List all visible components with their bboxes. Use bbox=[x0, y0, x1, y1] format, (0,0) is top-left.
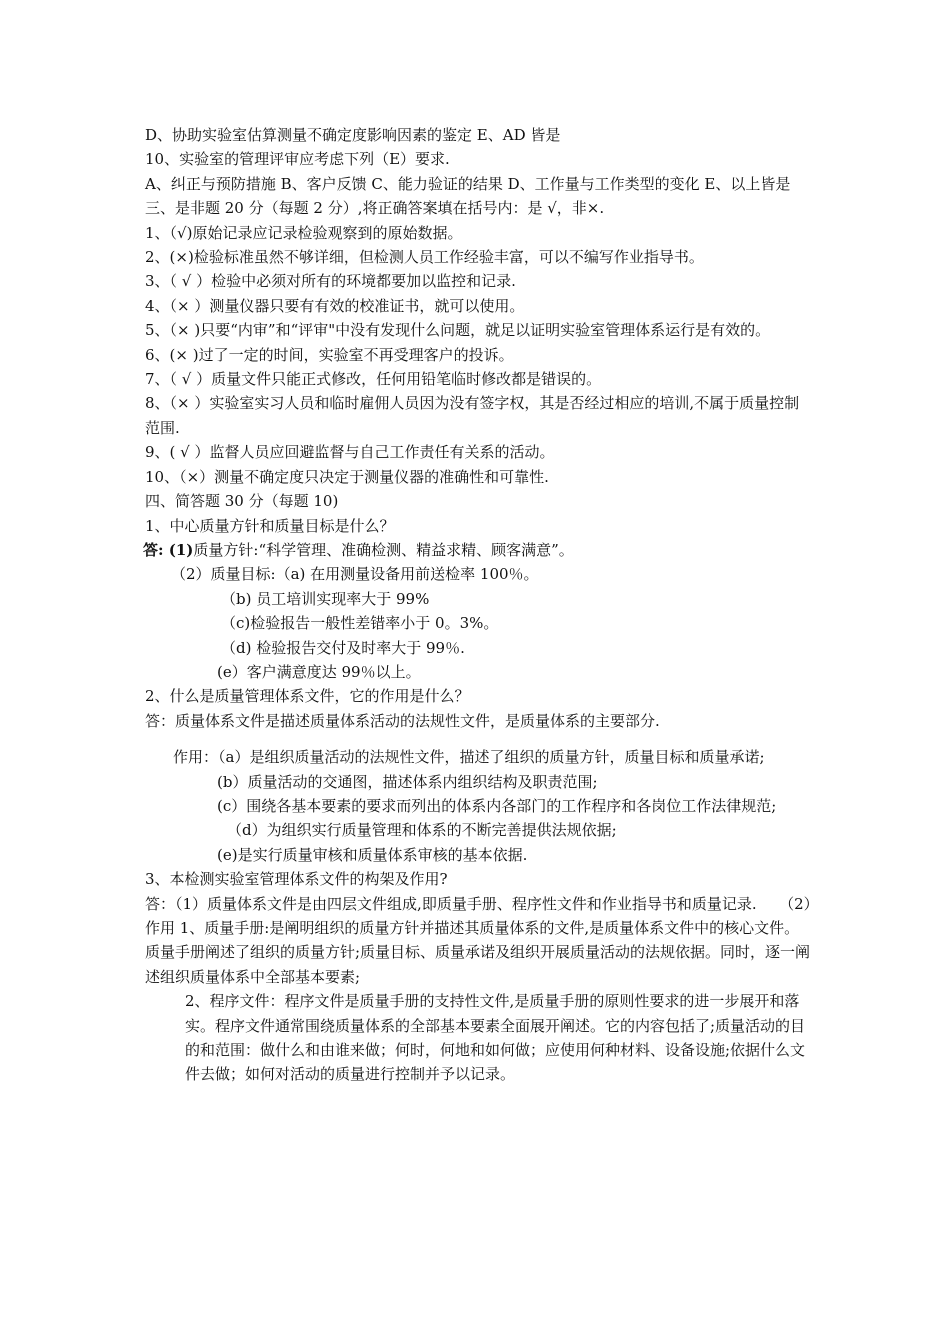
answer-2: 答：质量体系文件是描述质量体系活动的法规性文件，是质量体系的主要部分. bbox=[145, 711, 660, 730]
short-question-1: 1、中心质量方针和质量目标是什么？ bbox=[145, 516, 395, 535]
question-10-options: A、纠正与预防措施 B、客户反馈 C、能力验证的结果 D、工作量与工作类型的变化 E、以上皆是 bbox=[145, 174, 791, 193]
tf-item-4: 4、（× ）测量仪器只要有有效的校准证书，就可以使用。 bbox=[145, 296, 525, 315]
quality-goal-e: (e）客户满意度达 99％以上。 bbox=[217, 662, 421, 681]
answer-3: 答：（1）质量体系文件是由四层文件组成,即质量手册、程序性文件和作业指导书和质量记录. （2）作用 1、质量手册:是阐明组织的质量方针并描述其质量体系的文件,是质量体系文件中的核心文件。质量手册阐述了组织的质量方针;质量目标、质量承诺及组织开展质量活动的法规依据。同时，逐一阐述组织质量体系中全部基本要素; bbox=[145, 894, 812, 986]
document-body bbox=[145, 123, 813, 1087]
tf-item-2: 2、(×)检验标准虽然不够详细，但检测人员工作经验丰富，可以不编写作业指导书。 bbox=[145, 248, 704, 267]
quality-goal-c: （c)检验报告一般性差错率小于 0。3%。 bbox=[221, 614, 499, 633]
tf-item-7: 7、（ √ ）质量文件只能正式修改，任何用铅笔临时修改都是错误的。 bbox=[145, 370, 602, 389]
tf-item-9: 9、( √ ）监督人员应回避监督与自己工作责任有关系的活动。 bbox=[145, 443, 555, 462]
answer-label: 答: bbox=[143, 540, 169, 559]
section-heading-short-answer: 四、简答题 30 分（每题 10) bbox=[145, 492, 339, 511]
quality-policy-text: 质量方针:“科学管理、准确检测、精益求精、顾客满意”。 bbox=[193, 540, 574, 559]
answer-number: (1) bbox=[168, 540, 194, 559]
quality-goal-d: （d) 检验报告交付及时率大于 99％. bbox=[221, 638, 465, 657]
role-b: (b）质量活动的交通图，描述体系内组织结构及职责范围; bbox=[217, 772, 598, 791]
role-e: (e)是实行质量审核和质量体系审核的基本依据. bbox=[217, 845, 528, 864]
text-line: D、协助实验室估算测量不确定度影响因素的鉴定 E、AD 皆是 bbox=[145, 126, 561, 144]
answer-1-policy bbox=[143, 538, 813, 562]
tf-item-8: 8、（× ）实验室实习人员和临时雇佣人员因为没有签字权，其是否经过相应的培训,不属于质量控制范围. bbox=[145, 394, 800, 437]
role-d: （d）为组织实行质量管理和体系的不断完善提供法规依据; bbox=[227, 821, 617, 840]
role-c: (c）围绕各基本要素的要求而列出的体系内各部门的工作程序和各岗位工作法律规范; bbox=[217, 796, 777, 815]
program-documents: 2、程序文件：程序文件是质量手册的支持性文件,是质量手册的原则性要求的进一步展开和落实。程序文件通常围绕质量体系的全部基本要素全面展开阐述。它的内容包括了;质量活动的目的和范围：做什么和由谁来做；何时，何地和如何做；应使用何种材料、设备设施;依据什么文件去做；如何对活动的质量进行控制并予以记录。 bbox=[185, 992, 806, 1084]
tf-item-1: 1、（√)原始记录应记录检验观察到的原始数据。 bbox=[145, 223, 463, 242]
section-heading-true-false: 三、是非题 20 分（每题 2 分）,将正确答案填在括号内：是 √，非×. bbox=[145, 199, 605, 218]
tf-item-10: 10、（×）测量不确定度只决定于测量仪器的准确性和可靠性. bbox=[145, 467, 549, 486]
tf-item-5: 5、（× )只要“内审”和“评审"中没有发现什么问题，就足以证明实验室管理体系运行是有效的。 bbox=[145, 321, 771, 340]
short-question-3: 3、本检测实验室管理体系文件的构架及作用? bbox=[145, 870, 448, 889]
quality-goal-a: （2）质量目标:（a) 在用测量设备用前送检率 100％。 bbox=[171, 565, 539, 584]
question-10: 10、实验室的管理评审应考虑下列（E）要求. bbox=[145, 150, 450, 169]
tf-item-6: 6、(× )过了一定的时间，实验室不再受理客户的投诉。 bbox=[145, 345, 514, 364]
quality-goal-b: （b) 员工培训实现率大于 99% bbox=[221, 589, 430, 608]
short-question-2: 2、什么是质量管理体系文件，它的作用是什么？ bbox=[145, 687, 470, 706]
tf-item-3: 3、（ √ ）检验中必须对所有的环境都要加以监控和记录. bbox=[145, 272, 516, 291]
role-a: 作用：（a）是组织质量活动的法规性文件，描述了组织的质量方针，质量目标和质量承诺; bbox=[173, 748, 765, 767]
spacer bbox=[145, 733, 813, 745]
